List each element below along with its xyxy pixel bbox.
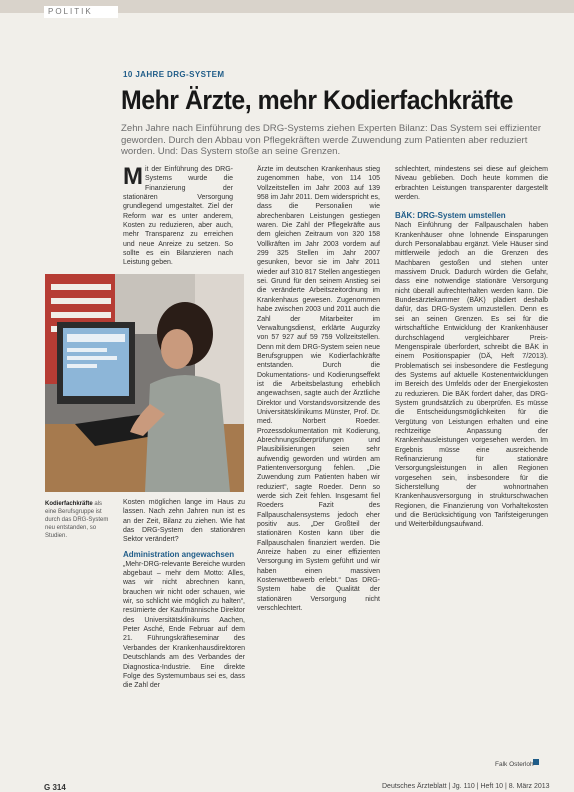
photo-illustration [45, 274, 244, 492]
drop-cap: M [123, 163, 143, 190]
column-3-text-b: Nach Einführung der Fallpauschalen haben Krankenhäuser ohne lohnende Einsparungen durch Personalabbau ergänzt. Viele Häuser sind mittlerweile jedoch an die Grenzen des Machbaren gestoßen und stehen unter massivem Druck. Dadurch würden die Gefahr, dass eine notwendige stationäre Versorgung nicht überall aufrechterhalten werden kann. Die Bundesärztekammer (BÄK) plädiert deshalb dafür, das DRG-System umzustellen. Denn es sei an seinen Grenzen. Es sei für die wirtschaftliche Entwicklung der Krankenhäuser durchschlagend vergleichbarer Preis-Mengenspirale überfordert, schreibt die BÄK in einem Positionspapier (DÄ, Heft 7/2013). Problematisch sei insbesondere die Festlegung des Systems auf aktuelle Kostenentwicklungen im Bereich des Umfelds oder der Energiekosten zu reduzieren. Die BÄK fordert daher, das DRG-System grundsätzlich zu überprüfen. Es müsse die Entscheidungsmöglichkeiten für die Vergütung von Leistungen erhalten und eine rechtzeitige Anpassung der Krankenhausleistungen vorgesehen werden. Im Ergebnis müsse eine ausreichende Refinanzierung für stationäre Versorgungsleistungen in allen Regionen vorgesehen sein, insbesondere für die Sicherstellung der wohnortnahen Krankenhausversorgung in strukturschwachen Regionen, die Finanzierung von Vorhaltekosten und die Berücksichtigung von Tarifsteigerungen und Weiterbildungsaufwand. [395, 222, 548, 529]
subheading-administration: Administration angewachsen [123, 549, 235, 559]
column-1-lower-text: Kosten möglichen lange im Haus zu lassen. Nach zehn Jahren nun ist es an der Zeit, Bilanz zu ziehen. Wie hat das DRG-System den stationären Sektor verändert? [123, 499, 245, 544]
headline: Mehr Ärzte, mehr Kodierfachkräfte [121, 85, 514, 115]
caption-title: Kodierfachkräfte [45, 501, 93, 507]
photo-caption [45, 500, 111, 540]
subheading-baek: BÄK: DRG-System umstellen [395, 211, 506, 221]
column-2 [257, 165, 380, 614]
column-1-text: it der Einführung des DRG-Systems wurde die Finanzierung der stationären Versorgung grundlegend umgestaltet. Ziel der Reform war es unter anderem, Kosten zu reduzieren, aber auch, mehr Transparenz zu erreichen und neue Anreize zu setzen. So sollte es ein Bilanzieren nach Leistung geben. [123, 166, 233, 267]
column-3-text-a: schlechtert, mindestens sei diese auf gleichem Niveau geblieben. Doch heute kommen die erbrachten Leistungen transparenter dargestellt werden. [395, 166, 548, 202]
journal-footer: Deutsches Ärzteblatt | Jg. 110 | Heft 10 | 8. März 2013 [382, 783, 550, 790]
column-1-lower-text2: „Mehr-DRG-relevante Bereiche wurden abgebaut – mehr dem Motto: Alles, was wir nicht abrechnen kann, brauchen wir nicht oder schauen, wie wir, so schlicht wie möglich zu halten“, resümierte der Kaufmännische Direktor des Universitätsklinikums Aachen, Peter Asché, Ende Februar auf dem 21. Führungskräfteseminar des Verbandes der Krankenhausdirektoren Deutschlands am des Verbandes der Diagnostica-Industrie. Eine direkte Folge des Systemumbaus sei es, dass die Zahl der [123, 560, 245, 690]
page-number: G 314 [44, 783, 66, 792]
kicker: 10 JAHRE DRG-SYSTEM [123, 70, 225, 79]
lead-text: Zehn Jahre nach Einführung des DRG-Systems ziehen Experten Bilanz: Das System sei effizienter geworden. Durch den Abbau von Pflegekräften werde Zuwendung zum Patienten aber reduziert worden. Und: Das System stoße an seine Grenzen. [121, 123, 542, 158]
caption-text: als eine Berufsgruppe ist durch das DRG-System neu entstanden, so Studien. [45, 501, 109, 539]
column-1-lower [123, 498, 245, 691]
article-photo [45, 274, 244, 492]
section-label: POLITIK [44, 6, 118, 18]
column-1 [123, 165, 233, 268]
column-3 [395, 165, 548, 530]
column-2-text: Ärzte im deutschen Krankenhaus stieg zugenommen habe, von 114 105 Vollzeitstellen im Jahr 2003 auf 139 958 im Jahr 2011. Dem widerspricht es, dass die Personalien wie abrechenbaren Leistungen gestiegen waren. Die Zahl der Pflegekräfte aus dem gleichen Zeitraum von 320 158 Vollkräften im Jahr 2003 vordem auf 299 325 Stellen im Jahr 2007 gesunken, bevor sie im Jahr 2011 wieder auf 310 817 Stellen angestiegen sei. Grund für den seinem Anstieg sei die veränderte Arbeitszeitordnung im Krankenhaus gewesen. Zugenommen habe zwischen 2003 und 2011 auch die Zahl der Mitarbeiter im Verwaltungsdienst, erklärte Augurzky von 57 927 auf 59 759 Vollzeitstellen. Denn mit dem DRG-System seien neue Berufsgruppen wie Kodierfachkräfte entstanden. Durch die Dokumentations- und Kodierungseffekt ist die Arbeitsbelastung erheblich angewachsen, sagte auch der Ärztliche Direktor und Vorstandsvorsitzende des Universitätsklinikums Münster, Prof. Dr. med. Norbert Roeder. Prozessdokumentation mit Kodierung, Abrechnungsüberprüfungen und Plausibilisierungen seien sehr aufwendig geworden und würden am Patientenversorgung fehlen. „Die Zuwendung zum Patienten haben wir reduziert“, sagte Roeder. Denn so werde sich Zeit fehlen. Insgesamt fiel Roeders Fazit des Fallpauschalensystems jedoch eher positiv aus. „Der Großteil der stationären Kosten kann über die Fallpauschalen finanziert werden. Die Anreize haben zu einer effizienten Versorgung im System geführt und wir haben einen massiven Kostenwettbewerb erlebt.“ Das DRG-System habe die Qualität der stationären Versorgung nicht verschlechtert. [257, 166, 380, 613]
author: Falk Osterloh [495, 761, 534, 768]
